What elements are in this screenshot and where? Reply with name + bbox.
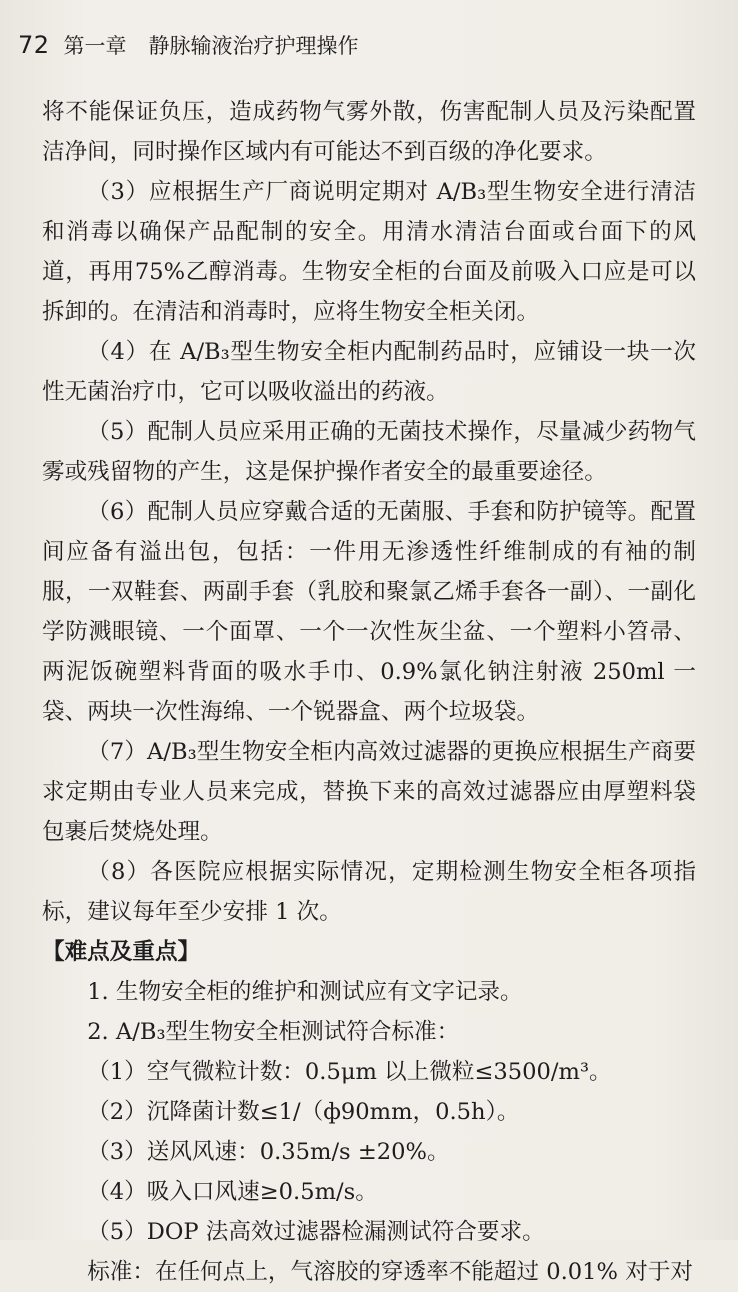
page-body xyxy=(42,92,696,1292)
running-header xyxy=(18,30,696,70)
paragraph-item-8: （8）各医院应根据实际情况，定期检测生物安全柜各项指标，建议每年至少安排 1 次。 xyxy=(42,859,696,925)
standard-item-3: （3）送风风速：0.35m/s ±20%。 xyxy=(87,1139,450,1165)
paragraph-item-3: （3）应根据生产厂商说明定期对 A/B₃型生物安全进行清洁和消毒以确保产品配制的安全。用清水清洁台面或台面下的风道，再用75%乙醇消毒。生物安全柜的台面及前吸入口应是可以拆卸的。在清洁和消毒时，应将生物安全柜关闭。 xyxy=(42,179,696,325)
chapter-title: 静脉输液治疗护理操作 xyxy=(148,34,359,58)
paragraph-item-7: （7）A/B₃型生物安全柜内高效过滤器的更换应根据生产商要求定期由专业人员来完成，替换下来的高效过滤器应由厚塑料袋包裹后焚烧处理。 xyxy=(42,739,696,845)
standard-item-1: （1）空气微粒计数：0.5μm 以上微粒≤3500/m³。 xyxy=(87,1059,612,1085)
standard-definition: 标准：在任何点上，气溶胶的穿透率不能超过 0.01% 对于对 xyxy=(87,1259,693,1285)
paragraph-item-4: （4）在 A/B₃型生物安全柜内配制药品时，应铺设一块一次性无菌治疗巾，它可以吸收溢出的药液。 xyxy=(42,339,696,405)
key-point-1: 1. 生物安全柜的维护和测试应有文字记录。 xyxy=(87,979,523,1005)
chapter-label: 第一章 xyxy=(63,34,127,58)
paragraph-item-5: （5）配制人员应采用正确的无菌技术操作，尽量减少药物气雾或残留物的产生，这是保护操作者安全的最重要途径。 xyxy=(42,419,696,485)
key-point-2: 2. A/B₃型生物安全柜测试符合标准： xyxy=(87,1019,460,1045)
page-number: 72 xyxy=(18,31,50,59)
standard-item-5: （5）DOP 法高效过滤器检漏测试符合要求。 xyxy=(87,1219,545,1245)
standard-item-4: （4）吸入口风速≥0.5m/s。 xyxy=(87,1179,378,1205)
paragraph-item-6: （6）配制人员应穿戴合适的无菌服、手套和防护镜等。配置间应备有溢出包，包括：一件用无渗透性纤维制成的有袖的制服，一双鞋套、两副手套（乳胶和聚氯乙烯手套各一副）、一副化学防溅眼镜、一个面罩、一个一次性灰尘盆、一个塑料小笤帚、两泥饭碗塑料背面的吸水手巾、0.9%氯化钠注射液 250ml 一袋、两块一次性海绵、一个锐器盒、两个垃圾袋。 xyxy=(42,499,696,725)
section-heading: 【难点及重点】 xyxy=(42,939,201,965)
paragraph-continuation: 将不能保证负压，造成药物气雾外散，伤害配制人员及污染配置洁净间，同时操作区域内有可能达不到百级的净化要求。 xyxy=(42,99,696,165)
standard-item-2: （2）沉降菌计数≤1/（ф90mm，0.5h）。 xyxy=(87,1099,520,1125)
